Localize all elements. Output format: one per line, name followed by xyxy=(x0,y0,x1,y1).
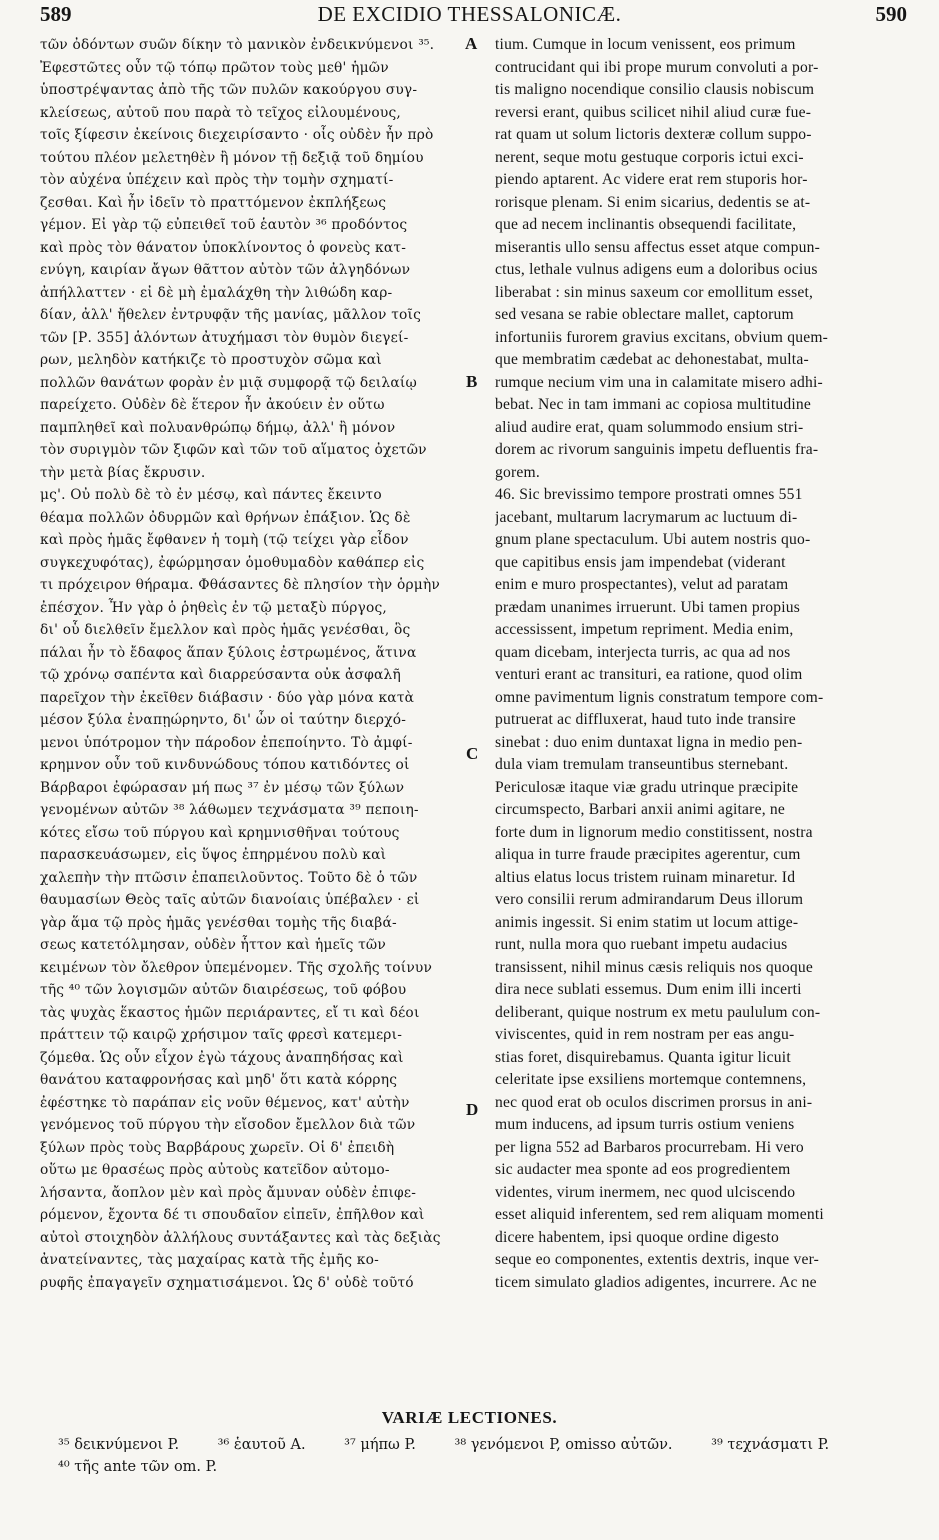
greek-line: θέαμα πολλῶν ὀδυρμῶν καὶ θρήνων ἐπάξιον. Ὡς δὲ xyxy=(40,509,411,526)
greek-line: ρόμενον, ἔχοντα δέ τι σπουδαῖον εἰπεῖν, ἐπῆλθον καὶ xyxy=(40,1207,425,1223)
latin-line: reversi erant, quibus scilicet nihil aliud curæ fue- xyxy=(495,103,812,121)
variant-36: ³⁶ ἑαυτοῦ A. xyxy=(217,1437,306,1453)
latin-line: ctus, lethale vulnus adigens eum a doloribus ocius xyxy=(495,261,818,278)
latin-line: gnum plane spectaculum. Ubi autem nostris quo- xyxy=(495,531,811,548)
greek-line: παρεῖχον τὴν ἐκεῖθεν διάβασιν · δύο γὰρ μόνα κατὰ xyxy=(40,689,415,706)
latin-line: vero consilii rerum admirandarum Deus illorum xyxy=(495,891,804,908)
greek-line: αὐτοὶ στοιχηδὸν ἀλλήλους συντάξαντες καὶ τὰς δεξιὰς xyxy=(40,1229,441,1246)
latin-line: putruerat ac diffluxerat, haud tuto inde transire xyxy=(495,711,796,728)
greek-line: πολλῶν θανάτων φορὰν ἐν μιᾷ συμφορᾷ τῷ δειλαίῳ xyxy=(40,374,417,391)
greek-line: καὶ πρὸς τὸν θάνατον ὑποκλίνοντος ὁ φονεὺς κατ- xyxy=(40,239,407,256)
latin-line: mum inducens, ad ipsum turris ostium veniens xyxy=(495,1116,795,1133)
greek-line: παμπληθεῖ καὶ πολυανθρώπῳ δήμῳ, ἀλλ' ἢ μόνον xyxy=(40,419,396,436)
variant-line-1 xyxy=(58,1434,918,1456)
variae-lectiones-heading: VARIÆ LECTIONES. xyxy=(381,1408,558,1427)
margin-letter-a: A xyxy=(465,34,478,53)
latin-line: que ad necem inclinantis obsequendi facilitate, xyxy=(495,216,797,233)
variant-39: ³⁹ τεχνάσματι P. xyxy=(711,1437,830,1453)
latin-line: videntes, virum inermem, nec quod ulciscendo xyxy=(495,1183,796,1201)
margin-letter-c: C xyxy=(466,744,479,763)
variant-line-2 xyxy=(58,1456,918,1478)
latin-line: infortuniis furorem gravius excitans, obvium quem- xyxy=(495,328,829,346)
latin-line: runt, nulla mora quo ruebant impetu audacius xyxy=(495,936,788,953)
greek-line: δι' οὗ διελθεῖν ἔμελλον καὶ πρὸς ἡμᾶς γενέσθαι, ὃς xyxy=(40,622,411,638)
greek-line: τι πρόχειρον θήραμα. Φθάσαντες δὲ πλησίον τὴν ὁρμὴν xyxy=(40,577,441,593)
running-title: DE EXCIDIO THESSALONICÆ. xyxy=(317,2,622,26)
latin-line: deliberant, quique nostrum ex metu paululum con- xyxy=(495,1003,821,1021)
margin-letter-b: B xyxy=(466,372,478,391)
latin-line: liberabat : sin minus saxeum cor emollitum esset, xyxy=(495,283,814,301)
greek-line: καὶ πρὸς ἡμᾶς ἔφθανεν ἡ τομὴ (τῷ τείχει γὰρ εἶδον xyxy=(40,532,409,548)
greek-line: γέμον. Εἰ γὰρ τῷ εὐπειθεῖ τοῦ ἑαυτὸν ³⁶ προδόντος xyxy=(40,217,408,233)
latin-line: ticem simulato gladios adigentes, incurrere. Ac ne xyxy=(495,1273,817,1291)
greek-line: δίαν, ἀλλ' ἤθελεν ἐντρυφᾷν τῆς μανίας, μᾶλλον τοῖς xyxy=(40,307,422,323)
latin-line: que membratim cædebat ac dehonestabat, multa- xyxy=(495,351,809,368)
greek-line: τὰς ψυχὰς ἕκαστος ἡμῶν περιάραντες, εἴ τι καὶ δέοι xyxy=(40,1004,420,1021)
greek-line: Ἐφεστῶτες οὖν τῷ τόπῳ πρῶτον τοὺς μεθ' ἡμῶν xyxy=(40,59,389,76)
latin-line: tis maligno nocendique consilio clausis nobiscum xyxy=(495,81,815,98)
latin-line: Periculosæ itaque viæ gradu utrinque præcipite xyxy=(495,778,799,796)
latin-line: per ligna 552 ad Barbaros procurrebam. Hi vero xyxy=(495,1138,804,1156)
variant-35: ³⁵ δεικνύμενοι P. xyxy=(58,1437,180,1453)
latin-line: dula viam tremulam transeuntibus sternebant. xyxy=(495,756,789,773)
variant-readings xyxy=(58,1434,918,1478)
greek-line: τῶν ὀδόντων συῶν δίκην τὸ μανικὸν ἐνδεικνύμενοι ³⁵. xyxy=(40,37,435,53)
latin-line: rat quam ut solum lictoris dexteræ collum suppo- xyxy=(495,126,812,143)
greek-line: συγκεχυφότας), ἐφώρμησαν ὁμοθυμαδὸν καθάπερ εἰς xyxy=(40,554,425,571)
greek-line: σεως κατετόλμησαν, οὐδὲν ἧττον καὶ ἡμεῖς τῶν xyxy=(40,937,386,953)
latin-line: venturi erant ac transituri, ea ratione, quod olim xyxy=(495,666,803,683)
latin-line: aliud audire erat, quam solummodo ensium stri- xyxy=(495,418,804,436)
latin-line: aliqua in turre fraude præcipites agerentur, cum xyxy=(495,846,801,863)
variant-38: ³⁸ γενόμενοι P, omisso αὐτῶν. xyxy=(454,1437,673,1453)
latin-line: celeritate ipse exsiliens mortemque contemnens, xyxy=(495,1071,807,1088)
greek-line: λήσαντα, ἄοπλον μὲν καὶ πρὸς ἄμυναν οὐδὲν ἐπιφε- xyxy=(40,1184,417,1201)
greek-line: τοῖς ξίφεσιν ἐκείνοις διεχειρίσαντο · οἷς οὐδὲν ἦν πρὸ xyxy=(40,127,434,143)
greek-line: κότες εἴσω τοῦ πύργου καὶ κρημνισθῆναι τούτους xyxy=(40,824,400,841)
greek-line: χαλεπὴν τὴν πτῶσιν ἐπαπειλοῦντος. Τοῦτο δὲ ὁ τῶν xyxy=(40,869,418,886)
greek-line: ζόμεθα. Ὡς οὖν εἶχον ἐγὼ τάχους ἀναπηδήσας καὶ xyxy=(40,1049,404,1066)
latin-line: accessissent, impetum repriment. Media enim, xyxy=(495,621,794,638)
latin-line: bebat. Nec in tam immani ac copiosa multitudine xyxy=(495,396,811,413)
greek-line: πράττειν τῷ καιρῷ χρήσιμον ταῖς φρεσὶ κατεμερι- xyxy=(40,1027,403,1043)
latin-line: sic audacter mea sponte ad eos progredientem xyxy=(495,1161,791,1178)
greek-line: ἀπήλλαττεν · εἰ δὲ μὴ ἐμαλάχθη τὴν λιθώδη καρ- xyxy=(40,284,393,301)
greek-line: γενόμενος τοῦ πύργου τὴν εἴσοδον ἔμελλον διὰ τῶν xyxy=(40,1117,416,1133)
greek-line: θανάτου καταφρονήσας καὶ μηδ' ὅτι κατὰ κόρρης xyxy=(40,1072,398,1088)
greek-line: ἐφέστηκε τὸ παράπαν εἰς νοῦν θέμενος, κατ' αὐτὴν xyxy=(40,1094,410,1111)
greek-text-column xyxy=(40,34,460,1294)
latin-line: quam dicebam, interjecta turris, ac qua ad nos xyxy=(495,643,791,661)
latin-line: prædam unanimes irruerunt. Ubi tamen propius xyxy=(495,598,801,616)
greek-line: ἀνατείναντες, τὰς μαχαίρας κατὰ τῆς ἐμῆς κο- xyxy=(40,1252,379,1268)
latin-line: enim e muro prospectantes), velut ad paratam xyxy=(495,576,789,593)
greek-line: κρημνον οὖν τοῦ κινδυνώδους τόπου κατιδόντες οἱ xyxy=(40,757,410,773)
page-number-left: 589 xyxy=(40,2,72,26)
greek-line: τὸν αὐχένα ὑπέχειν καὶ πρὸς τὴν τομὴν σχηματί- xyxy=(40,172,394,188)
latin-line: altius elatus locus tristem ruinam minaretur. Id xyxy=(495,868,796,886)
greek-line: γενομένων αὐτῶν ³⁸ λάθωμεν τεχνάσματα ³⁹ πεποιη- xyxy=(40,802,419,818)
latin-line: dorem ac rivorum sanguinis impetu defluentis fra- xyxy=(495,441,819,458)
latin-line: rorisque plenam. Si enim sicarius, dedentis se at- xyxy=(495,193,811,211)
latin-line: stias foret, disquirebamus. Quanta igitur licuit xyxy=(495,1048,791,1066)
latin-line: dicere habentem, ipsi quoque ordine digesto xyxy=(495,1228,780,1246)
greek-line: ζεσθαι. Καὶ ἦν ἰδεῖν τὸ πραττόμενον ἐκπλήξεως xyxy=(40,194,387,211)
greek-line: οὕτω με θρασέως πρὸς αὐτοὺς κατεῖδον αὐτομο- xyxy=(40,1162,390,1178)
latin-line: dira nece sublati essemus. Dum enim illi incerti xyxy=(495,981,802,998)
latin-line: rumque necium vim una in calamitate misero adhi- xyxy=(495,373,823,391)
greek-line: ρυφῆς ἐπαγαγεῖν σχηματισάμενοι. Ὡς δ' οὐδὲ τοῦτό xyxy=(40,1274,414,1291)
greek-line: ρων, μεληδὸν κατήκιζε τὸ προστυχὸν σῶμα καὶ xyxy=(40,352,382,368)
latin-line: transissent, nihil minus cæsis reliquis nos quoque xyxy=(495,958,813,976)
latin-line: seque eo componentes, extentis dextris, inque ver- xyxy=(495,1251,820,1268)
latin-line: gorem. xyxy=(495,463,540,481)
running-header xyxy=(0,0,939,26)
greek-line: ενύγη, καιρίαν ἄγων θᾶττον αὐτὸν τῶν ἀλγηδόνων xyxy=(40,262,411,278)
greek-line: κειμένων τὸν ὄλεθρον ὑπεμένομεν. Τῆς σχολῆς τοίνυν xyxy=(40,959,433,976)
greek-line: θαυμασίων Θεὸς ταῖς αὐτῶν διανοίαις ὑπέβαλεν · εἰ xyxy=(40,892,420,908)
greek-line: μενοι ὑπότρομον τὴν πάροδον ἐπεποίηντο. Τὸ ἀμφί- xyxy=(40,734,413,751)
latin-line: circumspecto, Barbari anxii animi agitare, ne xyxy=(495,801,786,818)
greek-line: Βάρβαροι ἐφώρασαν μή πως ³⁷ ἐν μέσῳ τῶν ξύλων xyxy=(40,779,405,796)
latin-line: viviscentes, quid in rem nostram per eas angu- xyxy=(495,1026,795,1043)
greek-line: ὑποστρέψαντας ἀπὸ τῆς τῶν πυλῶν κακούργου συγ- xyxy=(40,82,418,98)
greek-line: πάλαι ἦν τὸ ἔδαφος ἅπαν ξύλοις ἐστρωμένος, ἅτινα xyxy=(40,644,417,661)
greek-line: τὸν συριγμὸν τῶν ξιφῶν καὶ τῶν τοῦ αἵματος ὀχετῶν xyxy=(40,442,427,458)
latin-line: miserantis ullo sensu affectus esset atque compun- xyxy=(495,238,820,256)
latin-line: piendo aptarent. Ac videre erat rem stuporis hor- xyxy=(495,171,808,188)
latin-line: omne pavimentum lignis constratum tempore com- xyxy=(495,688,824,706)
greek-line: μς'. Οὐ πολὺ δὲ τὸ ἐν μέσῳ, καὶ πάντες ἔκειντο xyxy=(40,487,382,503)
latin-text-column xyxy=(495,34,907,1294)
variant-37: ³⁷ μήπω P. xyxy=(344,1437,416,1453)
latin-line: jacebant, multarum lacrymarum ac luctuum di- xyxy=(495,508,798,526)
greek-line: γὰρ ἅμα τῷ πρὸς ἡμᾶς γενέσθαι τομὴς τῆς διαβά- xyxy=(40,914,397,931)
variant-40: ⁴⁰ τῆς ante τῶν om. P. xyxy=(58,1459,218,1475)
greek-line: ξύλων πρὸς τοὺς Βαρβάρους χωρεῖν. Οἱ δ' ἐπειδὴ xyxy=(40,1139,395,1156)
latin-line: nerent, seque motu gestuque corporis ictui exci- xyxy=(495,148,804,166)
greek-line: τῶν [Ρ. 355] ἁλόντων ἀτυχήμασι τὸν θυμὸν διεγεί- xyxy=(40,329,409,346)
greek-line: παρείχετο. Οὐδὲν δὲ ἕτερον ἦν ἀκούειν ἐν οὕτω xyxy=(40,397,385,413)
greek-line: τῷ χρόνῳ σαπέντα καὶ διαρρεύσαντα οὐκ ἀσφαλῆ xyxy=(40,667,401,683)
latin-line: sinebat : duo enim duntaxat ligna in medio pen- xyxy=(495,733,803,751)
latin-line: animis ingessit. Si enim statim ut locum attige- xyxy=(495,913,799,931)
greek-line: ἐπέσχον. Ἦν γὰρ ὁ ῥηθεὶς ἐν τῷ μεταξὺ πύργος, xyxy=(40,599,387,616)
greek-line: τούτου πλέον μελετηθὲν ἢ μόνον τῇ δεξιᾷ τοῦ δημίου xyxy=(40,149,424,166)
greek-line: τὴν μετὰ βίας ἔκρυσιν. xyxy=(40,464,206,481)
latin-line: contrucidant qui ibi prope murum convoluti a por- xyxy=(495,58,819,76)
page-number-right: 590 xyxy=(875,2,907,26)
greek-line: μέσον ξύλα ἐναπῃώρηντο, δι' ὧν οἱ ταύτην διερχό- xyxy=(40,712,407,728)
latin-line: esset aliquid inferentem, sed rem aliquam momenti xyxy=(495,1206,824,1223)
latin-line: forte dum in lignorum medio constitissent, nostra xyxy=(495,823,813,841)
greek-line: τῆς ⁴⁰ τῶν λογισμῶν αὐτῶν διαιρέσεως, τοῦ φόβου xyxy=(40,982,407,998)
latin-line: sed vesana se rabie oblectare mallet, captorum xyxy=(495,306,794,323)
latin-line: tium. Cumque in locum venissent, eos primum xyxy=(495,36,796,53)
greek-line: κλείσεως, αὐτοῦ που παρὰ τὸ τεῖχος εἰλουμένους, xyxy=(40,104,401,121)
greek-line: παρασκευάσωμεν, εἰς ὕψος ἐπηρμένου πολὺ καὶ xyxy=(40,847,387,863)
latin-line: que capitibus ensis jam impendebat (viderant xyxy=(495,553,786,571)
margin-letter-d: D xyxy=(466,1100,479,1119)
latin-line: nec quod erat ob oculos discrimen prorsus in ani- xyxy=(495,1093,813,1111)
latin-line: 46. Sic brevissimo tempore prostrati omnes 551 xyxy=(495,486,803,503)
